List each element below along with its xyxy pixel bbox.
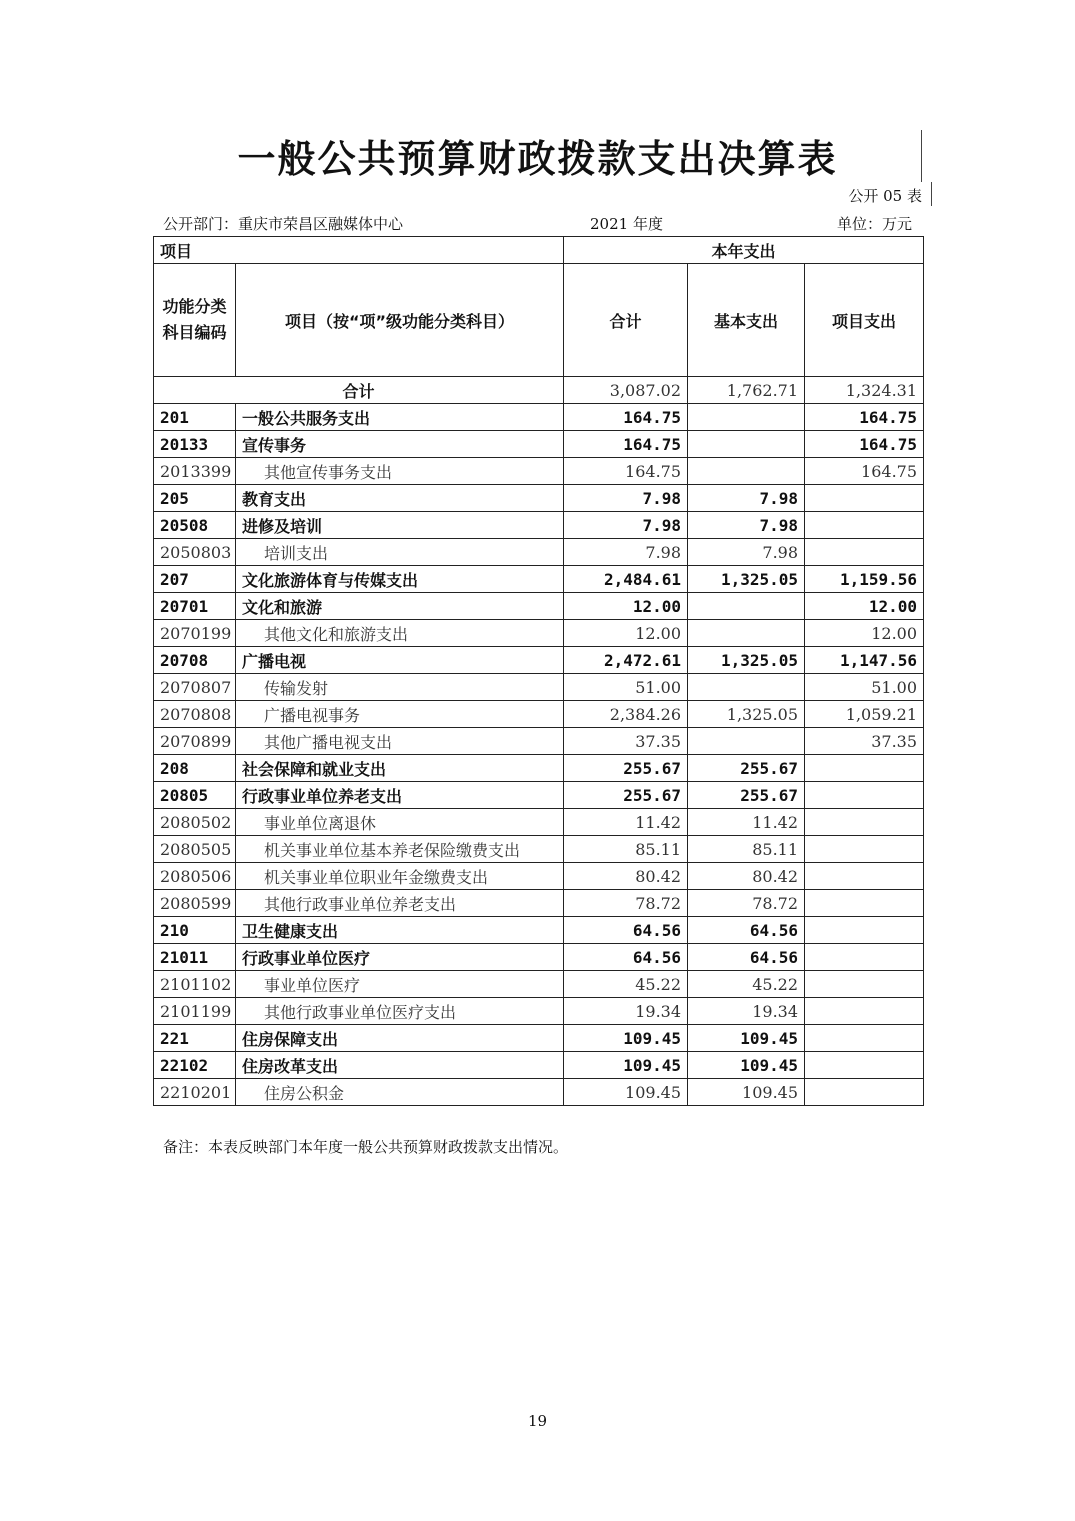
table-number: 公开 05 表 [848, 187, 922, 205]
row-total: 37.35 [564, 728, 688, 755]
row-project: 164.75 [805, 431, 924, 458]
row-total: 164.75 [564, 404, 688, 431]
row-basic: 7.98 [688, 539, 805, 566]
fiscal-year-label: 2021 年度 [590, 215, 663, 233]
row-code: 205 [154, 485, 236, 512]
row-project [805, 971, 924, 998]
row-name: 其他宣传事务支出 [236, 458, 564, 485]
row-basic: 255.67 [688, 782, 805, 809]
table-row [154, 1025, 924, 1052]
row-total: 2,472.61 [564, 647, 688, 674]
table-row [154, 836, 924, 863]
row-basic: 255.67 [688, 755, 805, 782]
row-basic: 45.22 [688, 971, 805, 998]
table-row [154, 485, 924, 512]
row-code: 2080506 [154, 863, 236, 890]
row-project [805, 1079, 924, 1106]
row-code: 2080502 [154, 809, 236, 836]
row-name: 其他行政事业单位养老支出 [236, 890, 564, 917]
row-name: 文化和旅游 [236, 593, 564, 620]
header-row-1 [154, 237, 924, 264]
total-label: 合计 [154, 377, 564, 404]
row-total: 12.00 [564, 593, 688, 620]
row-project [805, 998, 924, 1025]
header-row-2 [154, 264, 924, 377]
row-name: 其他行政事业单位医疗支出 [236, 998, 564, 1025]
row-basic: 1,325.05 [688, 701, 805, 728]
budget-table [153, 236, 924, 1106]
row-total: 51.00 [564, 674, 688, 701]
row-code: 2070808 [154, 701, 236, 728]
row-code: 20708 [154, 647, 236, 674]
row-project [805, 944, 924, 971]
row-name: 其他文化和旅游支出 [236, 620, 564, 647]
header-project-expense: 项目支出 [805, 264, 924, 377]
row-name: 行政事业单位养老支出 [236, 782, 564, 809]
row-total: 164.75 [564, 458, 688, 485]
row-total: 7.98 [564, 539, 688, 566]
table-row [154, 1052, 924, 1079]
row-name: 文化旅游体育与传媒支出 [236, 566, 564, 593]
table-row [154, 917, 924, 944]
table-row [154, 404, 924, 431]
row-basic: 85.11 [688, 836, 805, 863]
row-project [805, 485, 924, 512]
total-row [154, 377, 924, 404]
row-total: 64.56 [564, 917, 688, 944]
row-name: 进修及培训 [236, 512, 564, 539]
row-project [805, 917, 924, 944]
row-code: 210 [154, 917, 236, 944]
row-project [805, 890, 924, 917]
margin-rule-top [921, 130, 922, 182]
row-code: 2070899 [154, 728, 236, 755]
row-total: 109.45 [564, 1025, 688, 1052]
row-total: 164.75 [564, 431, 688, 458]
row-total: 64.56 [564, 944, 688, 971]
row-basic: 11.42 [688, 809, 805, 836]
row-name: 机关事业单位基本养老保险缴费支出 [236, 836, 564, 863]
unit-label: 单位：万元 [836, 215, 912, 233]
row-code: 20805 [154, 782, 236, 809]
row-total: 2,484.61 [564, 566, 688, 593]
row-project: 164.75 [805, 458, 924, 485]
row-code: 22102 [154, 1052, 236, 1079]
row-code: 20133 [154, 431, 236, 458]
row-basic [688, 404, 805, 431]
row-basic [688, 593, 805, 620]
department-label: 公开部门：重庆市荣昌区融媒体中心 [163, 215, 404, 233]
row-total: 19.34 [564, 998, 688, 1025]
row-code: 2080599 [154, 890, 236, 917]
row-project: 51.00 [805, 674, 924, 701]
row-total: 12.00 [564, 620, 688, 647]
row-code: 2070199 [154, 620, 236, 647]
row-code: 2101102 [154, 971, 236, 998]
row-total: 2,384.26 [564, 701, 688, 728]
table-row [154, 863, 924, 890]
row-name: 一般公共服务支出 [236, 404, 564, 431]
row-total: 109.45 [564, 1079, 688, 1106]
row-total: 11.42 [564, 809, 688, 836]
table-row [154, 458, 924, 485]
row-name: 行政事业单位医疗 [236, 944, 564, 971]
row-basic: 78.72 [688, 890, 805, 917]
row-basic [688, 674, 805, 701]
row-total: 85.11 [564, 836, 688, 863]
table-row [154, 971, 924, 998]
row-total: 109.45 [564, 1052, 688, 1079]
row-code: 2050803 [154, 539, 236, 566]
row-code: 20701 [154, 593, 236, 620]
row-code: 2070807 [154, 674, 236, 701]
row-name: 住房公积金 [236, 1079, 564, 1106]
footnote: 备注：本表反映部门本年度一般公共预算财政拨款支出情况。 [163, 1138, 569, 1156]
total-project: 1,324.31 [805, 377, 924, 404]
row-project [805, 512, 924, 539]
row-basic: 109.45 [688, 1052, 805, 1079]
row-basic: 109.45 [688, 1025, 805, 1052]
page-number: 19 [527, 1412, 548, 1430]
row-total: 7.98 [564, 512, 688, 539]
table-row [154, 674, 924, 701]
table-row [154, 728, 924, 755]
row-project [805, 539, 924, 566]
table-row [154, 539, 924, 566]
row-basic: 7.98 [688, 485, 805, 512]
row-name: 住房改革支出 [236, 1052, 564, 1079]
table-row [154, 809, 924, 836]
row-project [805, 809, 924, 836]
row-total: 45.22 [564, 971, 688, 998]
row-project: 1,147.56 [805, 647, 924, 674]
row-project: 37.35 [805, 728, 924, 755]
row-code: 207 [154, 566, 236, 593]
row-name: 机关事业单位职业年金缴费支出 [236, 863, 564, 890]
row-basic [688, 431, 805, 458]
table-row [154, 647, 924, 674]
row-project: 1,159.56 [805, 566, 924, 593]
header-total: 合计 [564, 264, 688, 377]
total-basic: 1,762.71 [688, 377, 805, 404]
row-name: 事业单位医疗 [236, 971, 564, 998]
row-project: 12.00 [805, 593, 924, 620]
row-basic [688, 458, 805, 485]
row-basic: 1,325.05 [688, 647, 805, 674]
table-row [154, 1079, 924, 1106]
table-row [154, 998, 924, 1025]
row-code: 2013399 [154, 458, 236, 485]
row-project [805, 863, 924, 890]
row-project [805, 1052, 924, 1079]
row-basic: 7.98 [688, 512, 805, 539]
row-project: 1,059.21 [805, 701, 924, 728]
table-row [154, 593, 924, 620]
row-name: 培训支出 [236, 539, 564, 566]
table-row [154, 944, 924, 971]
row-name: 广播电视 [236, 647, 564, 674]
row-total: 255.67 [564, 782, 688, 809]
row-name: 教育支出 [236, 485, 564, 512]
header-project: 项目 [154, 237, 564, 264]
header-item-name: 项目（按“项”级功能分类科目） [236, 264, 564, 377]
row-name: 事业单位离退休 [236, 809, 564, 836]
page-title: 一般公共预算财政拨款支出决算表 [237, 137, 838, 181]
margin-rule-side [931, 182, 932, 206]
row-basic [688, 728, 805, 755]
row-basic: 64.56 [688, 944, 805, 971]
row-total: 7.98 [564, 485, 688, 512]
row-code: 2080505 [154, 836, 236, 863]
row-total: 255.67 [564, 755, 688, 782]
row-basic: 80.42 [688, 863, 805, 890]
table-row [154, 620, 924, 647]
row-name: 住房保障支出 [236, 1025, 564, 1052]
table-row [154, 566, 924, 593]
row-code: 208 [154, 755, 236, 782]
row-project: 164.75 [805, 404, 924, 431]
row-project [805, 782, 924, 809]
row-total: 78.72 [564, 890, 688, 917]
row-code: 20508 [154, 512, 236, 539]
row-code: 201 [154, 404, 236, 431]
row-basic [688, 620, 805, 647]
row-code: 21011 [154, 944, 236, 971]
row-code: 221 [154, 1025, 236, 1052]
row-code: 2210201 [154, 1079, 236, 1106]
table-row [154, 755, 924, 782]
row-project [805, 1025, 924, 1052]
table-row [154, 890, 924, 917]
row-project [805, 755, 924, 782]
total-amount: 3,087.02 [564, 377, 688, 404]
table-body [154, 377, 924, 1106]
row-name: 卫生健康支出 [236, 917, 564, 944]
row-basic: 19.34 [688, 998, 805, 1025]
header-code: 功能分类科目编码 [154, 264, 236, 377]
header-current-year: 本年支出 [564, 237, 924, 264]
row-total: 80.42 [564, 863, 688, 890]
row-basic: 64.56 [688, 917, 805, 944]
row-code: 2101199 [154, 998, 236, 1025]
table-row [154, 431, 924, 458]
table-row [154, 782, 924, 809]
header-basic: 基本支出 [688, 264, 805, 377]
row-name: 宣传事务 [236, 431, 564, 458]
row-basic: 1,325.05 [688, 566, 805, 593]
row-name: 其他广播电视支出 [236, 728, 564, 755]
table-row [154, 512, 924, 539]
row-project: 12.00 [805, 620, 924, 647]
row-name: 社会保障和就业支出 [236, 755, 564, 782]
row-project [805, 836, 924, 863]
row-basic: 109.45 [688, 1079, 805, 1106]
row-name: 传输发射 [236, 674, 564, 701]
row-name: 广播电视事务 [236, 701, 564, 728]
table-row [154, 701, 924, 728]
